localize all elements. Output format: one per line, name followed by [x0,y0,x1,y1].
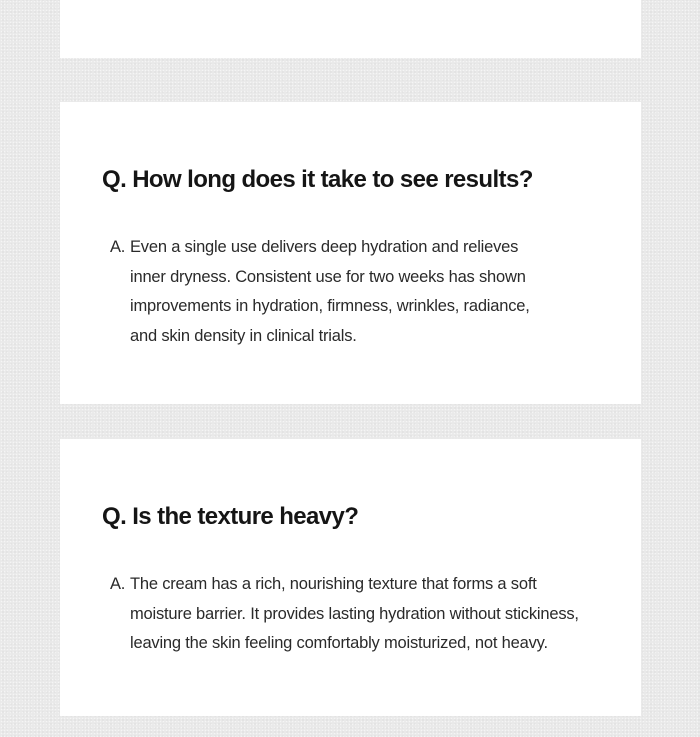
answer-line: improvements in hydration, firmness, wrinkles, radiance, [130,297,530,315]
answer-prefix: A. [110,238,126,256]
faq-card [60,102,641,404]
faq-answer [110,233,630,351]
answer-line: leaving the skin feeling comfortably moisturized, not heavy. [130,634,548,652]
faq-card-partial [60,0,641,58]
answer-line: inner dryness. Consistent use for two weeks has shown [130,267,526,286]
faq-question: Q. Is the texture heavy? [102,503,359,530]
answer-line: moisture barrier. It provides lasting hydration without stickiness, [130,604,579,623]
answer-line: Even a single use delivers deep hydration and relieves [130,238,519,256]
answer-prefix: A. [110,575,126,593]
answer-line: and skin density in clinical trials. [130,326,357,345]
answer-line: The cream has a rich, nourishing texture that forms a soft [130,575,537,593]
faq-question: Q. How long does it take to see results? [102,166,533,193]
faq-answer [110,570,630,659]
faq-card [60,439,641,716]
